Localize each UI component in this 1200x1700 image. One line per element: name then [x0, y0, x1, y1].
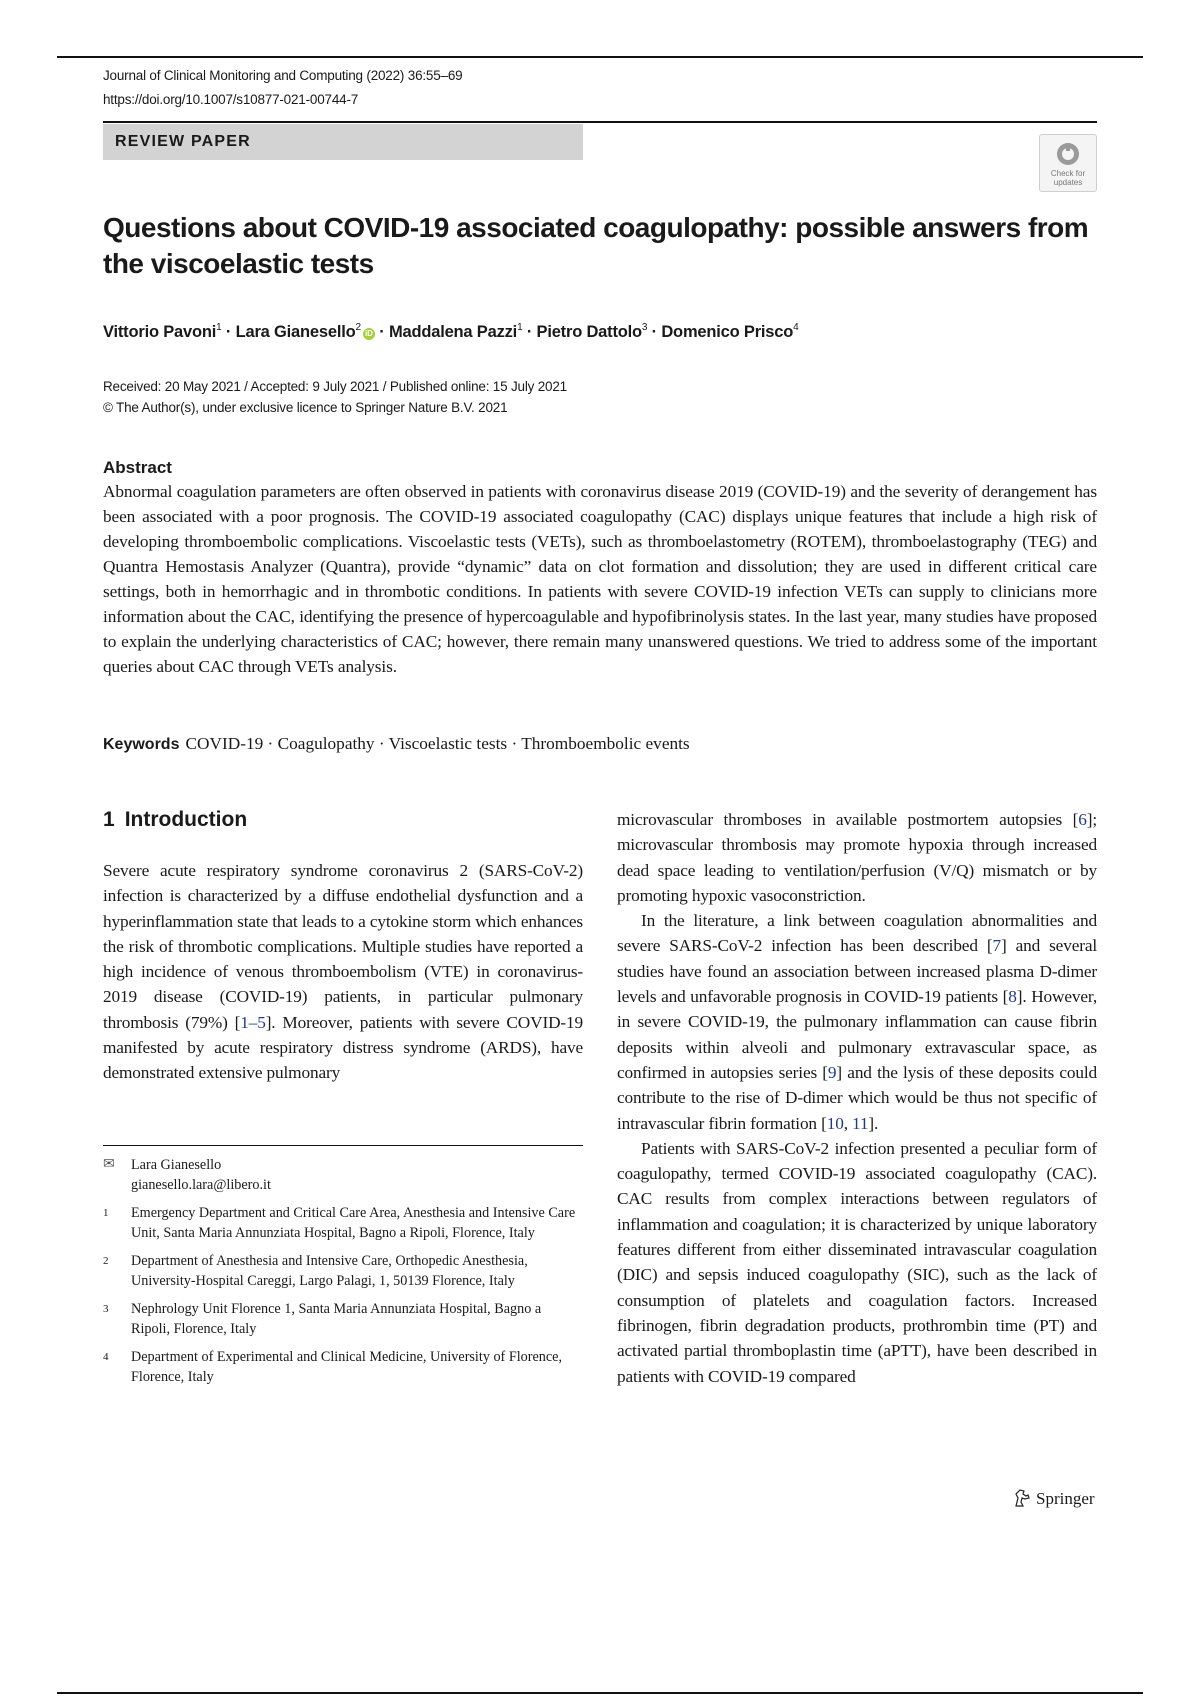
affiliation-text: Department of Anesthesia and Intensive Care, Orthopedic Anesthesia, University-Hospital Careggi, Largo Palagi, 1, 50139 Florence, Italy [131, 1253, 528, 1289]
bottom-rule [57, 1692, 1143, 1694]
contact-email[interactable]: gianesello.lara@libero.it [131, 1177, 271, 1193]
intro-paragraph-left [103, 858, 583, 1086]
envelope-icon: ✉ [103, 1157, 115, 1172]
copyright-line: © The Author(s), under exclusive licence to Springer Nature B.V. 2021 [103, 400, 508, 415]
check-updates-label: Check for updates [1050, 169, 1086, 187]
abstract-heading: Abstract [103, 458, 172, 477]
corresponding-author [103, 1155, 583, 1195]
orcid-icon[interactable]: iD [363, 328, 375, 340]
author-name[interactable]: Domenico Prisco [661, 323, 794, 341]
affiliation [103, 1347, 583, 1387]
author-name[interactable]: Vittorio Pavoni [103, 323, 217, 341]
section-title: Introduction [124, 808, 248, 831]
affiliation-number: 3 [103, 1303, 109, 1315]
footnotes [103, 1155, 583, 1395]
affiliation-text: Emergency Department and Critical Care Area, Anesthesia and Intensive Care Unit, Santa Maria Annunziata Hospital, Bagno a Ripoli, Florence, Italy [131, 1205, 576, 1241]
affiliation-text: Nephrology Unit Florence 1, Santa Maria Annunziata Hospital, Bagno a Ripoli, Florence, Italy [131, 1301, 542, 1337]
text-run: ]; microvascular thrombosis may promote hypoxia through increased dead space leading to ventilation/perfusion (V/Q) mismatch or by promoting hypoxic vasoconstriction. [617, 810, 1097, 905]
citation-link[interactable]: 8 [1008, 987, 1017, 1007]
affiliation-text: Department of Experimental and Clinical Medicine, University of Florence, Florence, Italy [131, 1349, 563, 1385]
keywords-list: COVID-19 · Coagulopathy · Viscoelastic tests · Thromboembolic events [185, 734, 690, 753]
citation-link[interactable]: 9 [827, 1062, 837, 1082]
history-dates: Received: 20 May 2021 / Accepted: 9 July 2021 / Published online: 15 July 2021 [103, 379, 567, 394]
author-name[interactable]: Lara Gianesello [235, 323, 356, 341]
text-run: ] and the lysis of these deposits could contribute to the rise of D-dimer which would be thus not specific of intravascular fibrin formation [ [617, 1062, 1097, 1133]
publication-dates [103, 376, 567, 418]
author-list: Vittorio Pavoni$^1$ · Lara Gianesello$^2$iD · Maddalena Pazzi$^1$ · Pietro Dattolo$^3$ · Domenico Prisco$^4$ [103, 322, 799, 341]
affiliation-number: 2 [103, 1255, 109, 1267]
springer-horse-icon [1012, 1488, 1032, 1508]
citation-link[interactable]: 10 [826, 1113, 844, 1133]
affiliation [103, 1251, 583, 1291]
publisher-name: Springer [1036, 1489, 1095, 1508]
doi-link[interactable]: https://doi.org/10.1007/s10877-021-00744-7 [103, 92, 359, 107]
author-name[interactable]: Maddalena Pazzi [388, 323, 518, 341]
citation-link[interactable]: 6 [1078, 810, 1087, 829]
right-column [617, 807, 1097, 1389]
top-rule [57, 56, 1143, 58]
header-rule [103, 121, 1097, 123]
journal-header [103, 64, 462, 112]
citation-link[interactable]: 1–5 [240, 1012, 266, 1032]
paragraph: Patients with SARS-CoV-2 infection presented a peculiar form of coagulopathy, termed COVID-19 associated coagulopathy (CAC). CAC results from complex interactions between regulators of inflammation and coagulation; it is characterized by unique laboratory features different from either disseminated intravascular coagulation (DIC) and sepsis induced coagulopathy (SIC), such as the lack of consumption of platelets and coagulation factors. Increased fibrinogen, fibrin degradation products, prothrombin time (PT) and activated partial thromboplastin time (aPTT), have been described in patients with COVID-19 compared [617, 1138, 1097, 1386]
abstract-text: Abnormal coagulation parameters are often observed in patients with coronavirus disease 2019 (COVID-19) and the severity of derangement has been associated with a poor prognosis. The COVID-19 associated coagulopathy (CAC) displays unique features that include a high risk of developing thromboembolic complications. Viscoelastic tests (VETs), such as thromboelastometry (ROTEM), thromboelastography (TEG) and Quantra Hemostasis Analyzer (Quantra), provide “dynamic” data on clot formation and dissolution; they are used in different critical care settings, both in hemorrhagic and in thrombotic conditions. In patients with severe COVID-19 infection VETs can supply to clinicians more information about the CAC, identifying the presence of hypercoagulable and hypofibrinolysis states. In the last year, many studies have proposed to explain the underlying characteristics of CAC; however, there remain many unanswered questions. We tried to address some of the important queries about CAC through VETs analysis. [103, 482, 1097, 676]
text-run: , [843, 1113, 853, 1133]
footnote-rule [103, 1145, 583, 1146]
citation-link[interactable]: 7 [992, 936, 1001, 956]
author-affiliation-number: 2 [355, 322, 361, 333]
text-run: ]. [868, 1113, 879, 1133]
section-number: 1 [103, 808, 115, 831]
text-run: In the literature, a link between coagulation abnormalities and severe SARS-CoV-2 infection has been described [ [617, 911, 1097, 956]
section-heading [103, 806, 247, 834]
article-type-badge: REVIEW PAPER [103, 124, 583, 160]
article-title: Questions about COVID-19 associated coagulopathy: possible answers from the viscoelastic tests [103, 212, 1089, 279]
text-run: microvascular thromboses in available postmortem autopsies [ [617, 810, 1079, 829]
author-affiliation-number: 4 [793, 322, 799, 333]
affiliation-number: 1 [103, 1207, 109, 1219]
paragraph [617, 908, 1097, 1136]
publisher-logo [1012, 1487, 1095, 1511]
text-run: ] and several studies have found an association between increased plasma D-dimer levels and unfavorable prognosis in COVID-19 patients [ [617, 936, 1097, 1007]
text-run: Severe acute respiratory syndrome coronavirus 2 (SARS-CoV-2) infection is characterized by a diffuse endothelial dysfunction and a hyperinflammation state that leads to a cytokine storm which enhances the risk of thrombotic complications. Multiple studies have reported a high incidence of venous thromboembolism (VTE) in coronavirus-2019 disease (COVID-19) patients, in particular pulmonary thrombosis (79%) [ [103, 861, 583, 1032]
author-affiliation-number: 3 [641, 322, 648, 333]
journal-citation: Journal of Clinical Monitoring and Computing (2022) 36:55–69 [103, 68, 463, 83]
author-name[interactable]: Pietro Dattolo [536, 323, 642, 341]
paragraph [617, 807, 1097, 908]
affiliation-number: 4 [103, 1351, 109, 1363]
author-affiliation-number: 1 [517, 322, 523, 333]
keywords [103, 731, 690, 757]
keywords-label: Keywords [103, 736, 180, 753]
citation-link[interactable]: 11 [852, 1113, 869, 1133]
contact-name: Lara Gianesello [131, 1157, 222, 1173]
text-run: ]. Moreover, patients with severe COVID-19 manifested by acute respiratory distress syndrome (ARDS), have demonstrated extensive pulmonary [103, 1012, 583, 1083]
check-for-updates-button[interactable] [1039, 134, 1097, 192]
affiliation [103, 1299, 583, 1339]
text-run: ]. However, in severe COVID-19, the pulmonary inflammation can cause fibrin deposits within alveoli and pulmonary extravascular space, as confirmed in autopsies series [ [617, 987, 1097, 1082]
affiliation [103, 1203, 583, 1243]
author-affiliation-number: 1 [216, 322, 222, 333]
check-updates-icon [1055, 141, 1081, 167]
